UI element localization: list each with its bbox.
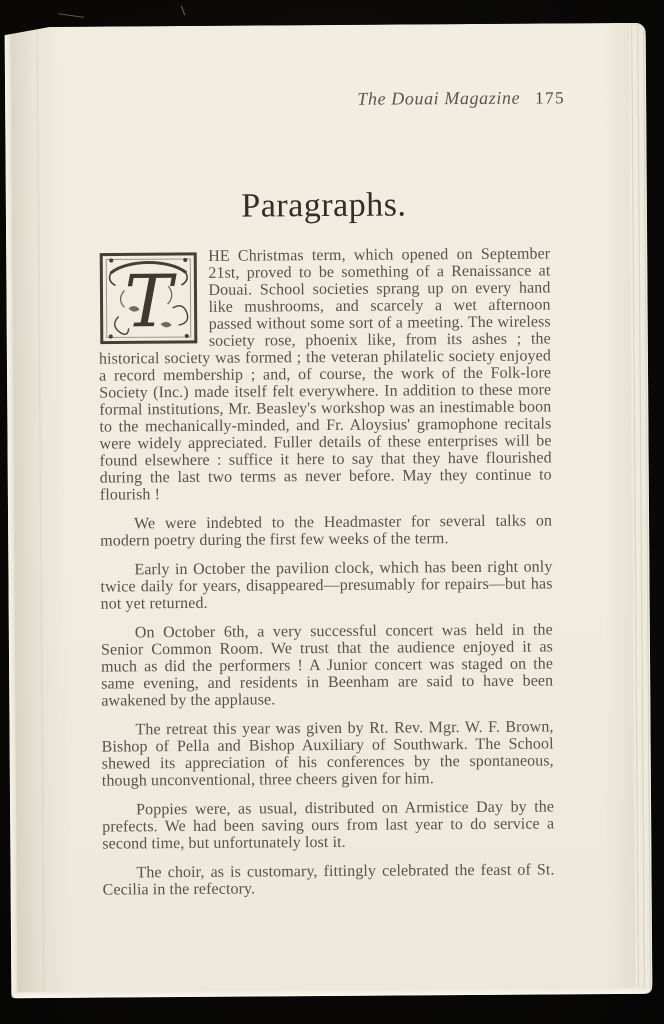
paragraph-7: The choir, as is customary, fittingly celebrated the feast of St. Cecilia in the refectory. [102, 861, 555, 899]
book-page [5, 23, 653, 998]
page-number: 175 [535, 88, 566, 108]
stacked-page-edges [629, 26, 653, 991]
paragraph-2: We were indebted to the Headmaster for several talks on modern poetry during the first few weeks of the term. [100, 512, 553, 550]
paragraph-1 [98, 245, 552, 503]
paragraph-text: HE Christmas term, which opened on September 21st, proved to be something of a Renaissance at Douai. School societies sprang up on every hand like mushrooms, and scarcely a wet afternoon passed without some sort of a meeting. The wireless society rose, phoenix like, from its ashes ; the historical society was formed ; the veteran philatelic society enjoyed a record membership ; and, of course, the work of the Folk-lore Society (Inc.) made itself felt everywhere. In addition to these more formal institutions, Mr. Beasley's workshop was an inestimable boon to the mechanically-minded, and Fr. Aloysius' gramophone recitals were widely appreciated. Fuller details of these enterprises will be found elsewhere : suffice it here to say that they have flourished during the last two terms as never before. May they continue to flourish ! [98, 245, 552, 504]
paragraph-5: The retreat this year was given by Rt. Rev. Mgr. W. F. Brown, Bishop of Pella and Bishop Auxiliary of Southwark. The School shewed its appreciation of his conferences by the spontaneous, though unconventional, three cheers given for him. [101, 718, 554, 790]
magazine-title: The Douai Magazine [357, 87, 521, 109]
section-title: Paragraphs. [241, 186, 407, 225]
article-body [98, 245, 555, 898]
drop-cap-letter: T [124, 259, 173, 344]
paragraph-4: On October 6th, a very successful concert was held in the Senior Common Room. We trust that the audience enjoyed it as much as did the performers ! A Junior concert was staged on the same evening, and residents in Beenham are said to have been awakened by the applause. [100, 621, 554, 710]
paragraph-3: Early in October the pavilion clock, which has been right only twice daily for years, disappeared—presumably for repairs—but has not yet returned. [100, 558, 553, 613]
running-header [97, 87, 565, 111]
drop-cap-ornament [98, 250, 199, 347]
cover-scratch [181, 6, 185, 16]
page-content [97, 23, 566, 997]
spine-edge-highlight [5, 29, 18, 996]
spine-crease [37, 27, 46, 998]
paragraph-6: Poppies were, as usual, distributed on Armistice Day by the prefects. We had been saving ours from last year to do service a second time, but unfortunately lost it. [102, 798, 555, 853]
